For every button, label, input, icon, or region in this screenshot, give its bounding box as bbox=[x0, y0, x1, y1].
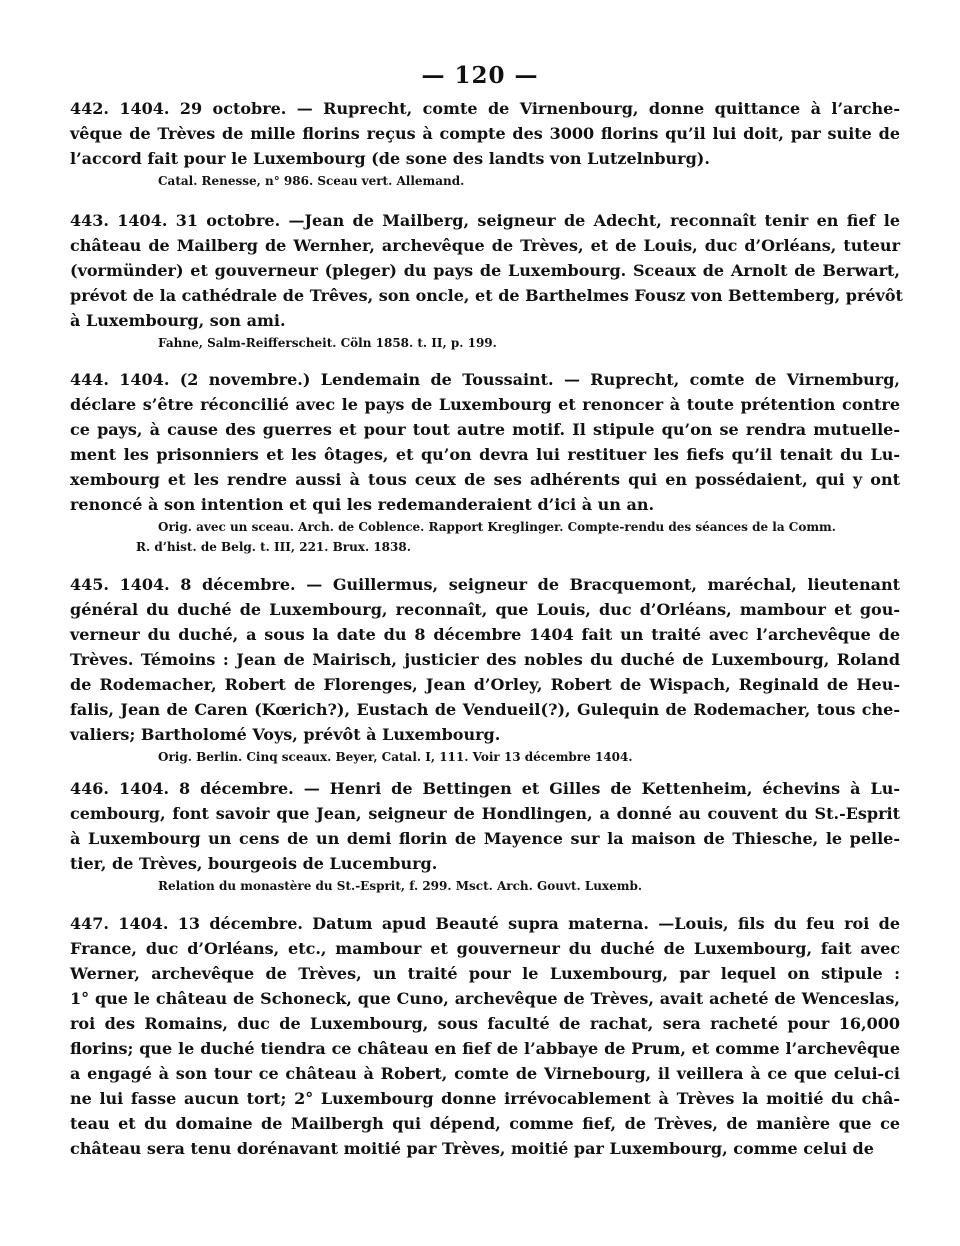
entry-text-line: 444. 1404. (2 novembre.) Lendemain de Toussaint. — Ruprecht, comte de Virnemburg, bbox=[70, 370, 900, 389]
source-citation: R. d’hist. de Belg. t. III, 221. Brux. 1838. bbox=[136, 540, 411, 554]
entry-text-line: 447. 1404. 13 décembre. Datum apud Beauté supra materna. —Louis, fils du feu roi de bbox=[70, 914, 900, 933]
entry-text-line: ce pays, à cause des guerres et pour tout autre motif. Il stipule qu’on se rendra mutuelle- bbox=[70, 420, 900, 439]
entry-text-line: Trèves. Témoins : Jean de Mairisch, justicier des nobles du duché de Luxembourg, Roland bbox=[70, 650, 900, 669]
entry-text-line: valiers; Bartholomé Voys, prévôt à Luxembourg. bbox=[70, 725, 501, 744]
entry-text-line: cembourg, font savoir que Jean, seigneur de Hondlingen, a donné au couvent du St.-Esprit bbox=[70, 804, 900, 823]
entry-444 bbox=[70, 367, 900, 557]
entry-text-line: Werner, archevêque de Trèves, un traité pour le Luxembourg, par lequel on stipule : bbox=[70, 964, 900, 983]
page-number: — 120 — bbox=[421, 62, 539, 89]
entry-text-line: déclare s’être réconcilié avec le pays de Luxembourg et renoncer à toute prétention contre bbox=[70, 395, 900, 414]
entry-text-line: florins; que le duché tiendra ce château en fief de l’abbaye de Prum, et comme l’archevêque bbox=[70, 1039, 900, 1058]
entry-text-line: (vormünder) et gouverneur (pleger) du pays de Luxembourg. Sceaux de Arnolt de Berwart, bbox=[70, 261, 900, 280]
entry-text-line: château sera tenu dorénavant moitié par Trèves, moitié par Luxembourg, comme celui de bbox=[70, 1139, 874, 1158]
entry-text-line: ne lui fasse aucun tort; 2° Luxembourg donne irrévocablement à Trèves la moitié du châ- bbox=[70, 1089, 900, 1108]
entry-445 bbox=[70, 572, 900, 767]
entry-text-line: 1° que le château de Schoneck, que Cuno, archevêque de Trèves, avait acheté de Wenceslas, bbox=[70, 989, 900, 1008]
entry-text-line: a engagé à son tour ce château à Robert, comte de Virnebourg, il veillera à ce que celui-ci bbox=[70, 1064, 900, 1083]
entry-text-line: général du duché de Luxembourg, reconnaît, que Louis, duc d’Orléans, mambour et gou- bbox=[70, 600, 900, 619]
entry-text-line: 445. 1404. 8 décembre. — Guillermus, seigneur de Bracquemont, maréchal, lieutenant bbox=[70, 575, 900, 594]
entry-text-line: France, duc d’Orléans, etc., mambour et gouverneur du duché de Luxembourg, fait avec bbox=[70, 939, 900, 958]
entry-text-line: château de Mailberg de Wernher, archevêque de Trèves, et de Louis, duc d’Orléans, tuteur bbox=[70, 236, 900, 255]
source-citation: Orig. avec un sceau. Arch. de Coblence. Rapport Kreglinger. Compte-rendu des séances de la Comm. bbox=[158, 520, 836, 534]
entry-text-line: falis, Jean de Caren (Kœrich?), Eustach de Vendueil(?), Gulequin de Rodemacher, tous che- bbox=[70, 700, 900, 719]
entry-text-line: roi des Romains, duc de Luxembourg, sous faculté de rachat, sera racheté pour 16,000 bbox=[70, 1014, 900, 1033]
entry-text-line: prévot de la cathédrale de Trêves, son oncle, et de Barthelmes Fousz von Bettemberg, prévôt bbox=[70, 286, 903, 305]
entry-text-line: 443. 1404. 31 octobre. —Jean de Mailberg, seigneur de Adecht, reconnaît tenir en fief le bbox=[70, 211, 900, 230]
entry-text-line: ment les prisonniers et les ôtages, et qu’on devra lui restituer les fiefs qu’il tenait du Lu- bbox=[70, 445, 900, 464]
entry-text-line: 446. 1404. 8 décembre. — Henri de Bettingen et Gilles de Kettenheim, échevins à Lu- bbox=[70, 779, 900, 798]
entry-text-line: 442. 1404. 29 octobre. — Ruprecht, comte de Virnenbourg, donne quittance à l’arche- bbox=[70, 99, 900, 118]
source-citation: Relation du monastère du St.-Esprit, f. 299. Msct. Arch. Gouvt. Luxemb. bbox=[158, 879, 643, 893]
entry-442 bbox=[70, 96, 900, 191]
entry-text-line: renoncé à son intention et qui les redemanderaient d’ici à un an. bbox=[70, 495, 655, 514]
entry-443 bbox=[70, 208, 903, 353]
source-citation: Catal. Renesse, n° 986. Sceau vert. Allemand. bbox=[158, 174, 465, 188]
source-citation: Orig. Berlin. Cinq sceaux. Beyer, Catal. I, 111. Voir 13 décembre 1404. bbox=[158, 750, 633, 764]
entry-text-line: verneur du duché, a sous la date du 8 décembre 1404 fait un traité avec l’archevêque de bbox=[70, 625, 900, 644]
entry-447 bbox=[70, 911, 900, 1161]
entry-text-line: xembourg et les rendre aussi à tous ceux de ses adhérents qui en possédaient, qui y ont bbox=[70, 470, 900, 489]
source-citation: Fahne, Salm-Reifferscheit. Cöln 1858. t. II, p. 199. bbox=[158, 336, 497, 350]
entry-text-line: teau et du domaine de Mailbergh qui dépend, comme fief, de Trèves, de manière que ce bbox=[70, 1114, 900, 1133]
entry-text-line: vêque de Trèves de mille florins reçus à compte des 3000 florins qu’il lui doit, par suite de bbox=[70, 124, 900, 143]
entry-446 bbox=[70, 776, 900, 896]
entry-text-line: l’accord fait pour le Luxembourg (de sone des landts von Lutzelnburg). bbox=[70, 149, 710, 168]
entry-text-line: tier, de Trèves, bourgeois de Lucemburg. bbox=[70, 854, 438, 873]
entry-text-line: de Rodemacher, Robert de Florenges, Jean d’Orley, Robert de Wispach, Reginald de Heu- bbox=[70, 675, 900, 694]
entry-text-line: à Luxembourg un cens de un demi florin de Mayence sur la maison de Thiesche, le pelle- bbox=[70, 829, 900, 848]
entry-text-line: à Luxembourg, son ami. bbox=[70, 311, 286, 330]
